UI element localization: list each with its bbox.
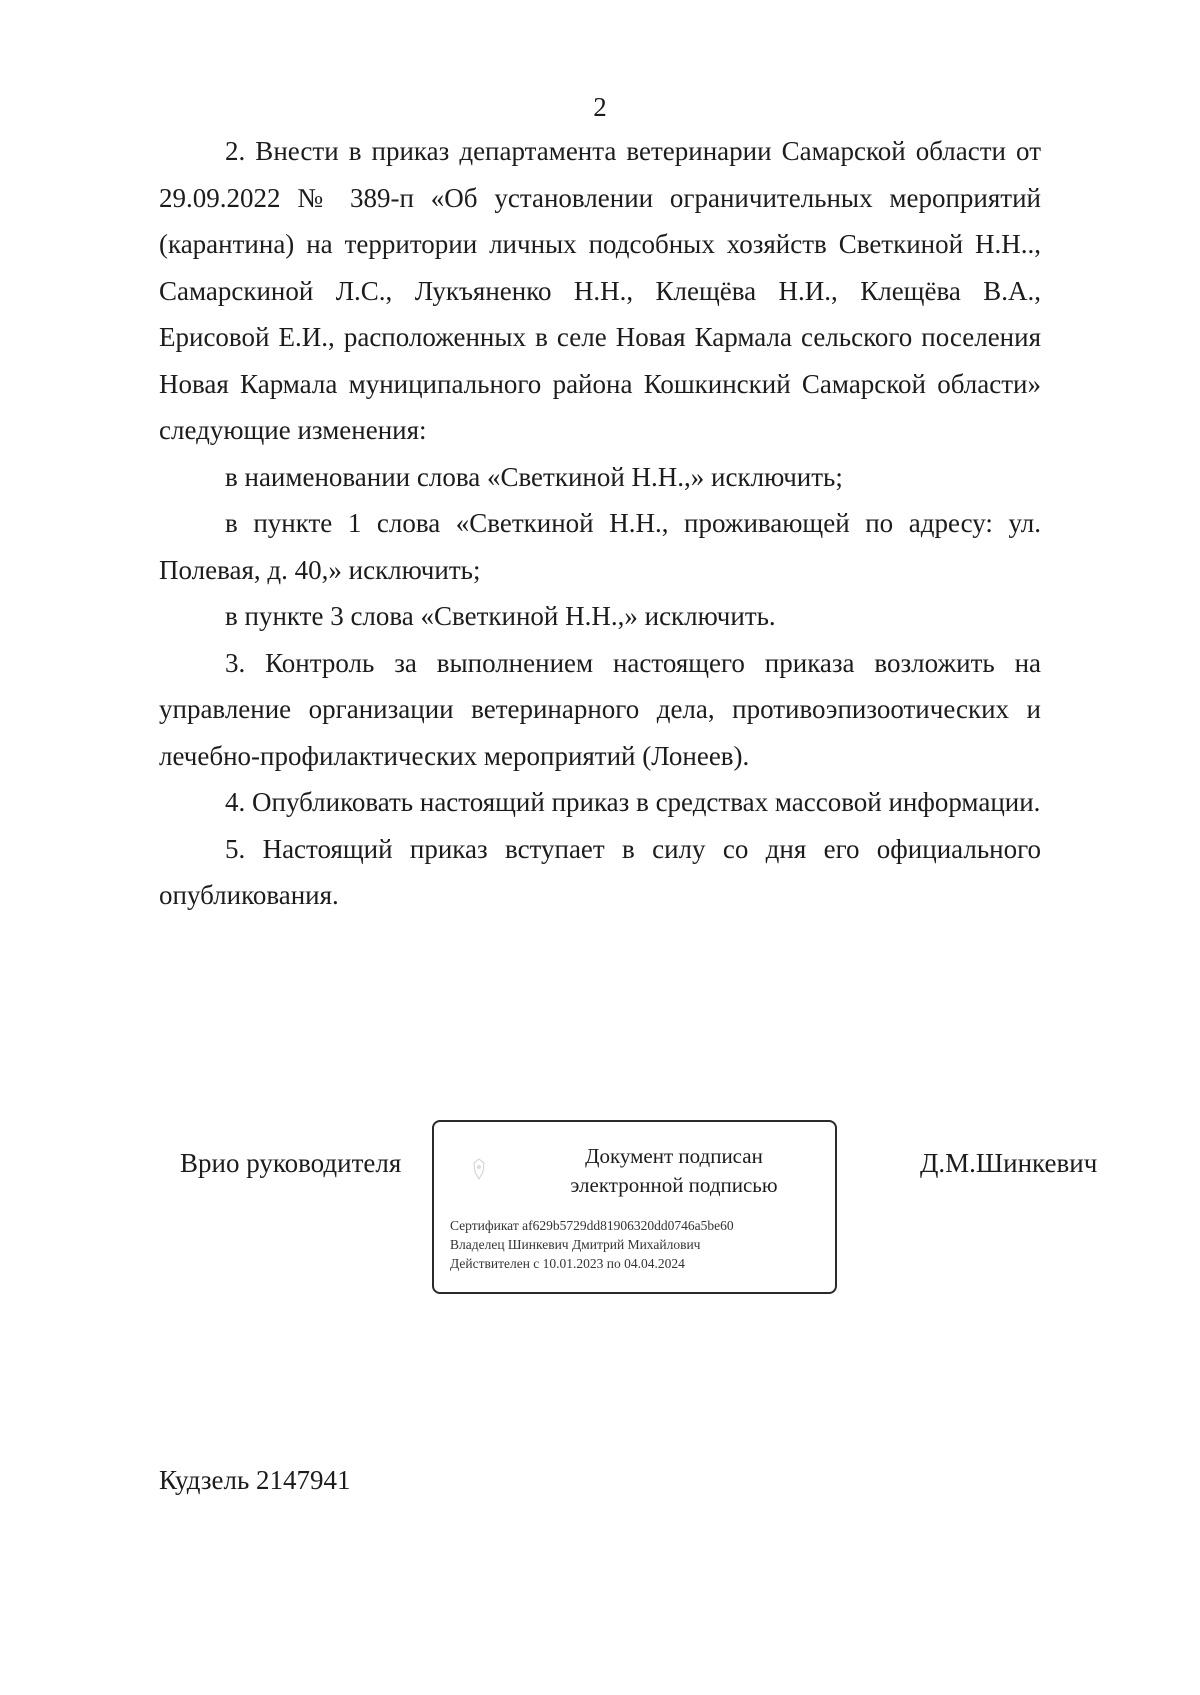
paragraph-amendment-title: в наименовании слова «Светкиной Н.Н.,» исключить; [225, 461, 843, 492]
stamp-validity: Действителен с 10.01.2023 по 04.04.2024 [450, 1256, 685, 1271]
executor-note: Кудзель 2147941 [159, 1465, 351, 1495]
paragraph-amendment-point-1: в пункте 1 слова «Светкиной Н.Н., проживающей по адресу: ул. Полевая, д. 40,» исключить; [159, 508, 1041, 585]
stamp-details [450, 1216, 734, 1273]
signature-block [0, 1120, 1200, 1310]
stamp-owner: Владелец Шинкевич Дмитрий Михайлович [450, 1237, 701, 1252]
paragraph-item-4-publish: 4. Опубликовать настоящий приказ в средствах массовой информации. [225, 787, 1041, 817]
paragraph-item-2-amendments: 2. Внести в приказ департамента ветеринарии Самарской области от 29.09.2022 № 389-п «Об установлении ограничительных мероприятий (карантина) на территории личных подсобных хозяйств Светкиной Н.Н.., Самарскиной Л.С., Лукъяненко Н.Н., Клещёва Н.И., Клещёва В.А., Ерисовой Е.И., расположенных в селе Новая Кармала сельского поселения Новая Кармала муниципального района Кошкинский Самарской области» следующие изменения: [159, 136, 1041, 445]
stamp-heading [524, 1142, 824, 1200]
page-number: 2 [593, 92, 607, 122]
document-body [159, 128, 1041, 919]
signer-position: Врио руководителя [180, 1148, 402, 1178]
stamp-heading-line-2: электронной подписью [570, 1173, 778, 1197]
coat-of-arms-icon [472, 1158, 486, 1180]
paragraph-item-5-effective: 5. Настоящий приказ вступает в силу со дня его официального опубликования. [159, 833, 1041, 910]
stamp-certificate: Сертификат af629b5729dd81906320dd0746a5be60 [450, 1218, 734, 1233]
electronic-signature-stamp [432, 1120, 837, 1294]
paragraph-item-3-control: 3. Контроль за выполнением настоящего приказа возложить на управление организации ветеринарного дела, противоэпизоотических и лечебно-профилактических мероприятий (Лонеев). [159, 647, 1041, 771]
paragraph-amendment-point-3: в пункте 3 слова «Светкиной Н.Н.,» исключить. [225, 601, 776, 631]
signer-name: Д.М.Шинкевич [920, 1148, 1098, 1178]
stamp-heading-line-1: Документ подписан [585, 1144, 763, 1168]
